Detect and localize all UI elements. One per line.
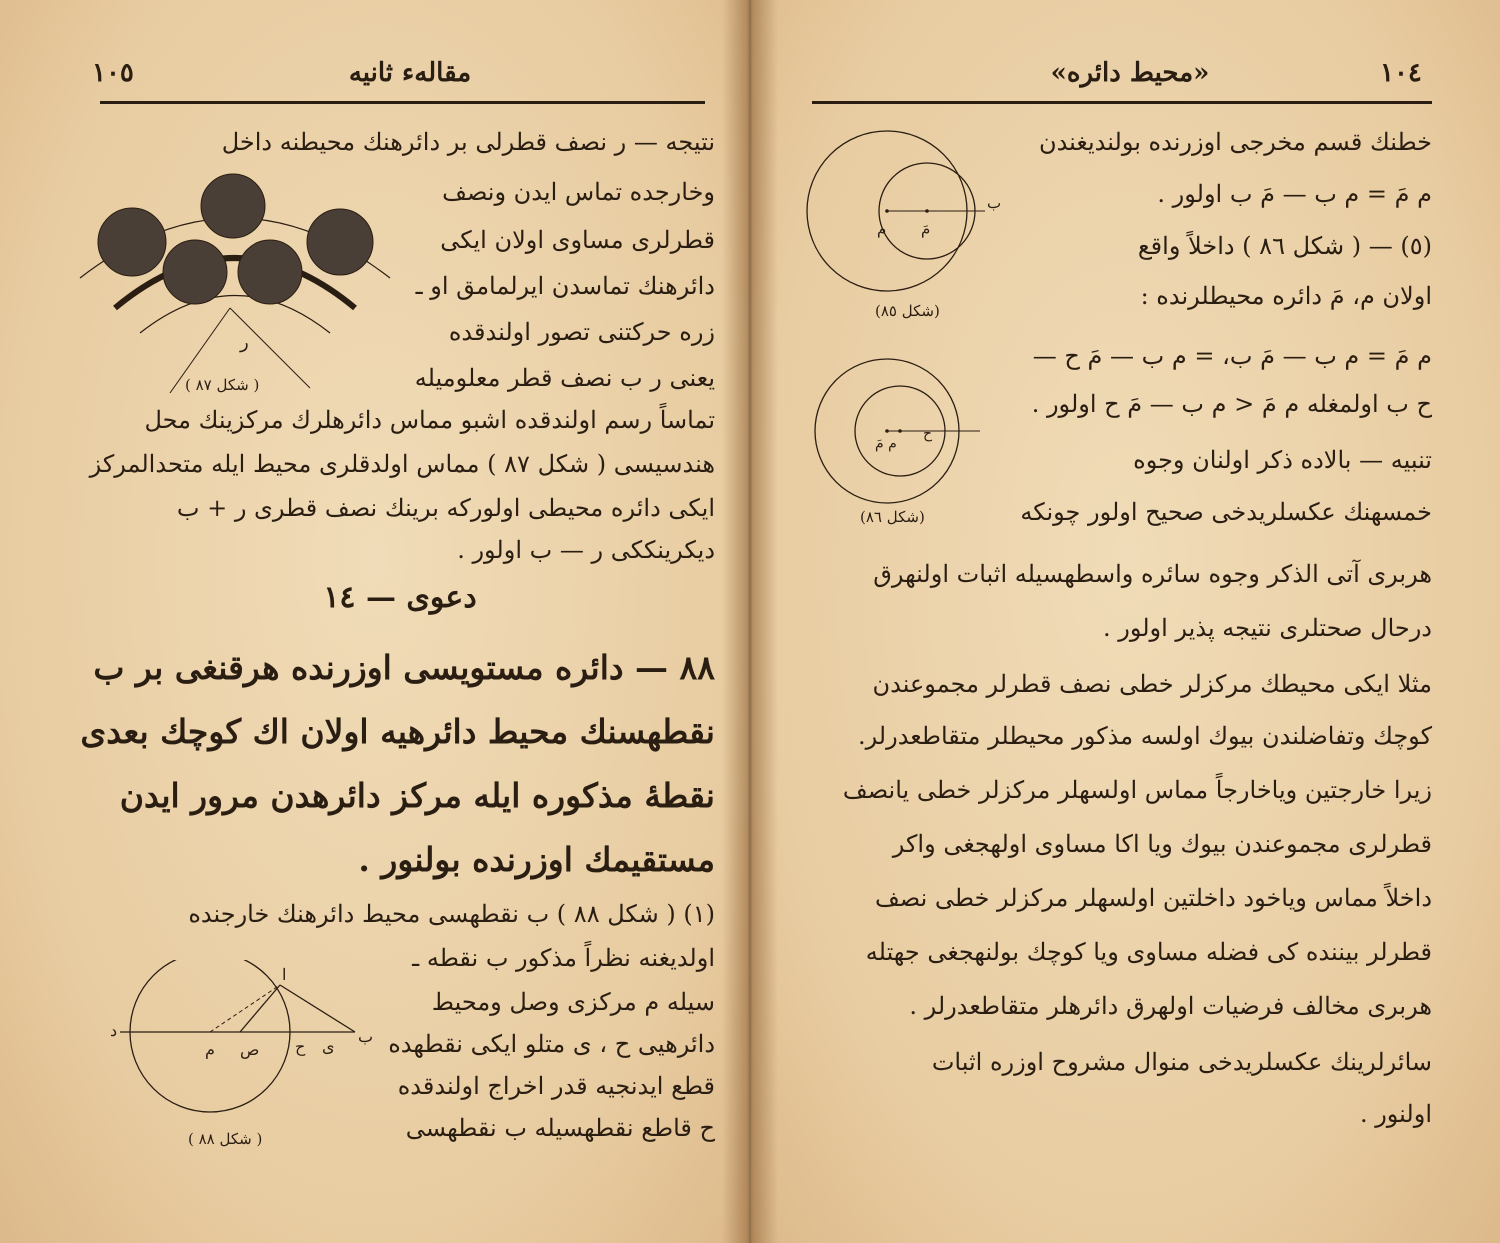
right-line: قطرلرى مجموعندن بيوك ويا اكا مساوى اولهجغى واكر [892,830,1432,858]
left-line: وخارجده تماس ايدن ونصف [442,178,715,206]
right-line: خمسهنك عكسلريدخى صحيح اولور چونكه [1020,498,1432,526]
right-line: اولان م، مَ دائره محيطلرنده : [1140,282,1432,310]
figure-88-caption: ( شكل ٨٨ ) [188,1130,263,1148]
theorem-line: نقطهٔ مذكوره ايله مركز دائرهدن مرور ايدن [119,776,715,815]
left-line: زره حركتنى تصور اولندقده [448,318,715,346]
figure-86-label: ح [923,426,933,442]
right-line: قطرلر بيننده كى فضله مساوى ويا كوچك بولنهجغى جهتله [865,938,1432,966]
left-sub-line: اولديغنه نظراً مذكور ب نقطه ـ [412,944,715,972]
right-line: تنبيه — بالاده ذكر اولنان وجوه [1133,446,1432,474]
figure-88-label: ا [282,965,287,984]
figure-86-label: م مَ [875,436,897,452]
left-line: هندسيسى ( شكل ٨٧ ) مماس اولدقلرى محيط ايله متحدالمركز [89,450,715,478]
left-line: تماساً رسم اولندقده اشبو مماس دائرهلرك مركزينك محل [144,406,715,434]
figure-88 [100,960,375,1160]
right-line: م مَ = م ب — مَ ب، = م ب — مَ ح — [1032,342,1432,370]
theorem-line: مستقيمك اوزرنده بولنور . [358,840,715,879]
left-header-rule [100,101,705,104]
right-line: م مَ = م ب — مَ ب اولور . [1157,180,1432,208]
left-sub-line: (١) ( شكل ٨٨ ) ب نقطهسى محيط دائرهنك خارجنده [188,900,715,928]
figure-86 [805,356,1005,536]
book-gutter [722,0,778,1243]
figure-85-label: م [877,220,887,238]
figure-87-drawing [70,168,400,408]
right-line: خطنك قسم مخرجى اوزرنده بولنديغندن [1038,128,1432,156]
right-line: زيرا خارجتين وياخارجاً مماس اولسهلر مركزلر خطى يانصف [842,776,1432,804]
figure-87 [70,168,400,408]
right-line: درحال صحتلرى نتيجه پذير اولور . [1102,614,1432,642]
figure-88-label: د [110,1021,118,1040]
right-line: مثلا ايكى محيطك مركزلر خطى نصف قطرلر مجموعندن [872,670,1432,698]
left-line: قطرلرى مساوى اولان ايكى [440,226,715,254]
left-line: نتيجه — ر نصف قطرلى بر دائرهنك محيطنه داخل [221,128,715,156]
left-page-number: ١٠٥ [92,58,134,88]
right-line: (٥) — ( شكل ٨٦ ) داخلاً واقع [1137,232,1432,260]
figure-86-caption: (شكل ٨٦) [860,508,925,526]
figure-88-label: ب [358,1027,374,1046]
left-sub-line: سيله م مركزى وصل ومحيط [431,988,715,1016]
right-line: اولنور . [1359,1100,1432,1128]
figure-85-label: مَ [921,220,931,238]
figure-88-label: ص [240,1040,260,1059]
theorem-line: نقطهسنك محيط دائرهيه اولان اك كوچك بعدى [80,712,715,751]
figure-88-drawing [100,960,375,1135]
left-sub-line: ح قاطع نقطهسيله ب نقطهسى [405,1114,715,1142]
right-header-rule [812,101,1432,104]
right-line: هربرى مخالف فرضيات اولهرق دائرهلر متقاطعدرلر . [909,992,1432,1020]
figure-85-caption: (شكل ٨٥) [875,302,940,320]
right-line: ح ب اولمغله م مَ < م ب — مَ ح اولور . [1031,390,1432,418]
figure-85-label: ب [987,194,1002,212]
right-line: هربرى آتى الذكر وجوه سائره واسطهسيله اثبات اولنهرق [873,560,1432,588]
figure-86-drawing [805,356,1005,511]
figure-85-drawing [805,126,1005,301]
left-line: يعنى ر ب نصف قطر معلوميله [414,364,715,392]
theorem-line: ٨٨ — دائره مستويسى اوزرنده هرقنغى بر ب [93,648,715,687]
figure-88-label: ح [295,1037,306,1056]
left-running-title: مقالهء ثانيه [348,58,472,88]
right-page-number: ١٠٤ [1380,58,1422,88]
left-line: ديكرينككى ر — ب اولور . [457,536,715,564]
left-sub-line: دائرهيى ح ، ى متلو ايكى نقطهده [388,1030,715,1058]
left-sub-line: قطع ايدنجيه قدر اخراج اولندقده [397,1072,715,1100]
figure-88-label: ى [322,1037,335,1056]
right-line: داخلاً مماس وياخود داخلتين اولسهلر مركزلر خطى نصف [874,884,1432,912]
left-line: دائرهنك تماسدن ايرلمامق او ـ [415,272,715,300]
figure-85 [805,126,1005,326]
right-running-title: «محيط دائره» [1050,58,1210,88]
figure-87-label-r: ر [240,332,249,353]
left-line: ايكى دائره محيطى اولوركه برينك نصف قطرى ر + ب [176,494,715,522]
right-line: سائرلرينك عكسلريدخى منوال مشروح اوزره اثبات [931,1048,1432,1076]
figure-87-caption: ( شكل ٨٧ ) [185,376,260,394]
figure-88-label: م [205,1040,215,1059]
right-line: كوچك وتفاضلندن بيوك اولسه مذكور محيطلر متقاطعدرلر. [857,722,1432,750]
theorem-heading: دعوى — ١٤ [323,580,477,615]
